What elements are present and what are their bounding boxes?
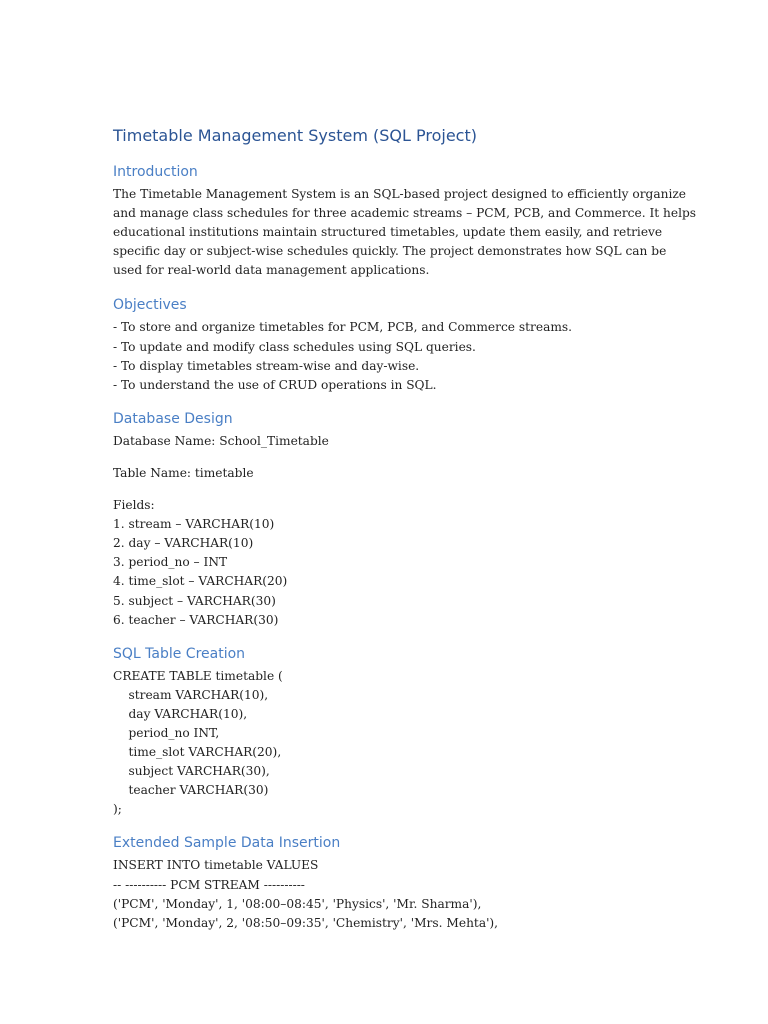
code-line: INSERT INTO timetable VALUES <box>113 858 319 873</box>
field-item: 6. teacher – VARCHAR(30) <box>113 612 279 627</box>
field-item: 1. stream – VARCHAR(10) <box>113 517 275 532</box>
document-title: Timetable Management System (SQL Project) <box>113 126 477 145</box>
field-item: 2. day – VARCHAR(10) <box>113 536 254 551</box>
objectives-heading: Objectives <box>113 297 187 314</box>
sql-create-code <box>113 667 668 820</box>
sql-table-creation-heading: SQL Table Creation <box>113 645 246 662</box>
code-line: teacher VARCHAR(30) <box>113 783 269 798</box>
objective-item: - To update and modify class schedules using SQL queries. <box>113 339 476 354</box>
field-item: 5. subject – VARCHAR(30) <box>113 593 276 608</box>
introduction-line: The Timetable Management System is an SQL-based project designed to efficiently organize <box>113 187 686 201</box>
code-line: day VARCHAR(10), <box>113 706 248 721</box>
introduction-paragraph <box>113 185 697 280</box>
objective-item: - To display timetables stream-wise and day-wise. <box>113 358 420 373</box>
database-design-body <box>113 432 668 630</box>
objectives-list <box>113 318 668 394</box>
field-item: 3. period_no – INT <box>113 555 228 570</box>
objective-item: - To store and organize timetables for PCM, PCB, and Commerce streams. <box>113 320 573 335</box>
code-line: stream VARCHAR(10), <box>113 687 269 702</box>
introduction-line: specific day or subject-wise schedules quickly. The project demonstrates how SQL can be <box>113 244 667 259</box>
database-design-heading: Database Design <box>113 410 233 427</box>
code-line: ('PCM', 'Monday', 2, '08:50–09:35', 'Chemistry', 'Mrs. Mehta'), <box>113 915 499 930</box>
paragraph-gap <box>113 451 668 464</box>
table-name-text: Table Name: timetable <box>113 465 254 480</box>
objective-item: - To understand the use of CRUD operations in SQL. <box>113 377 437 392</box>
sql-insert-code <box>113 856 668 932</box>
code-line: period_no INT, <box>113 725 220 740</box>
code-line: ('PCM', 'Monday', 1, '08:00–08:45', 'Physics', 'Mr. Sharma'), <box>113 896 482 911</box>
code-line: CREATE TABLE timetable ( <box>113 668 283 683</box>
field-item: 4. time_slot – VARCHAR(20) <box>113 574 288 589</box>
introduction-heading: Introduction <box>113 164 198 180</box>
paragraph-gap <box>113 483 668 496</box>
code-line: -- ---------- PCM STREAM ---------- <box>113 877 305 892</box>
code-line: ); <box>113 802 122 817</box>
introduction-line: and manage class schedules for three academic streams – PCM, PCB, and Commerce. It helps <box>113 206 697 221</box>
extended-sample-data-heading: Extended Sample Data Insertion <box>113 835 341 852</box>
introduction-line: used for real-world data management applications. <box>113 263 430 278</box>
code-line: time_slot VARCHAR(20), <box>113 745 282 760</box>
introduction-line: educational institutions maintain structured timetables, update them easily, and retrieve <box>113 225 663 240</box>
fields-label: Fields: <box>113 498 155 513</box>
database-name-text: Database Name: School_Timetable <box>113 433 329 448</box>
code-line: subject VARCHAR(30), <box>113 764 270 779</box>
